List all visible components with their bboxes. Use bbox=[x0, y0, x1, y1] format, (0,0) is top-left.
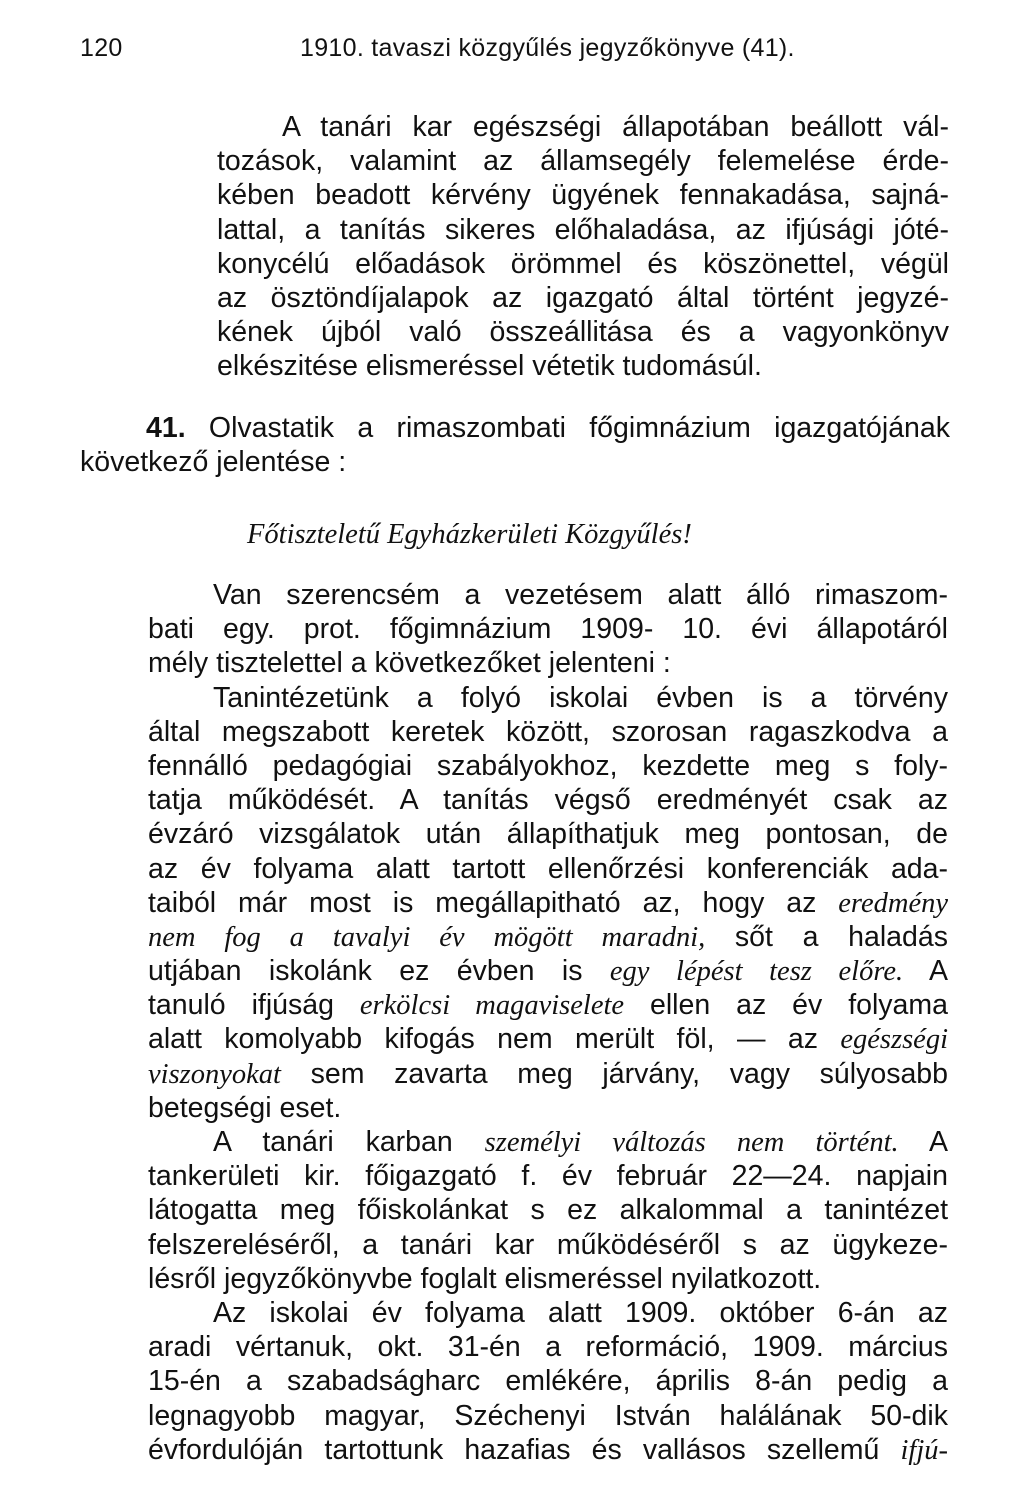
text-line: tanuló ifjúság erkölcsi magaviselete ellen az év folyama bbox=[148, 989, 948, 1022]
text-line: évzáró vizsgálatok után állapíthatjuk meg pontosan, de bbox=[148, 818, 948, 851]
text-line: utjában iskolánk ez évben is egy lépést tesz előre. A bbox=[148, 955, 948, 988]
text-line: Van szerencsém a vezetésem alatt álló rimaszom- bbox=[213, 579, 948, 611]
text-line: mély tisztelettel a következőket jelenteni : bbox=[148, 647, 671, 680]
text-line: A tanári karban személyi változás nem történt. A bbox=[213, 1126, 948, 1158]
text-line: 41. Olvastatik a rimaszombati főgimnázium igazgatójának bbox=[146, 412, 950, 444]
text-line: nem fog a tavalyi év mögött maradni, sőt a haladás bbox=[148, 920, 948, 953]
text-line: az ösztöndíjalapok az igazgató által történt jegyzé- bbox=[217, 281, 949, 314]
emphasis: ifjú- bbox=[900, 1434, 948, 1466]
text-line: lésről jegyzőkönyvbe foglalt elismeréssel nyilatkozott. bbox=[148, 1262, 822, 1295]
text-line: kében beadott kérvény ügyének fennakadása, sajná- bbox=[217, 179, 949, 212]
text-line: viszonyokat sem zavarta meg járvány, vagy súlyosabb bbox=[148, 1057, 948, 1090]
text-line: alatt komolyabb kifogás nem merült föl, — az egészségi bbox=[148, 1023, 948, 1056]
text-line: bati egy. prot. főgimnázium 1909- 10. évi állapotáról bbox=[148, 613, 948, 646]
salutation: Főtiszteletű Egyházkerületi Közgyűlés! bbox=[247, 519, 692, 550]
emphasis: viszonyokat bbox=[148, 1058, 281, 1090]
text-line: évfordulóján tartottunk hazafias és vallásos szellemű ifjú- bbox=[148, 1433, 948, 1466]
paragraph-1 bbox=[217, 110, 949, 384]
text-line: tankerületi kir. főigazgató f. év február 22—24. napjain bbox=[148, 1160, 948, 1193]
text-line: következő jelentése : bbox=[80, 446, 347, 479]
text-line: Tanintézetünk a folyó iskolai évben is a törvény bbox=[213, 681, 948, 714]
item-41 bbox=[80, 411, 950, 479]
emphasis: eredmény bbox=[838, 887, 948, 919]
text-line: elkészitése elismeréssel vétetik tudomásúl. bbox=[217, 350, 762, 383]
text-line: taiból már most is megállapitható az, hogy az eredmény bbox=[148, 886, 948, 919]
text-line: Az iskolai év folyama alatt 1909. október 6-án az bbox=[213, 1296, 948, 1329]
text-line: aradi vértanuk, okt. 31-én a reformáció, 1909. március bbox=[148, 1331, 948, 1364]
text-line: fennálló pedagógiai szabályokhoz, kezdette meg s foly- bbox=[148, 749, 948, 782]
item-number: 41. bbox=[146, 412, 186, 444]
text-line: A tanári kar egészségi állapotában beállott vál- bbox=[282, 111, 949, 143]
page-number: 120 bbox=[80, 34, 123, 62]
text-line: kének újból való összeállitása és a vagyonkönyv bbox=[217, 316, 949, 349]
emphasis: nem fog a tavalyi év mögött maradni, bbox=[148, 921, 706, 953]
text-line: tatja működését. A tanítás végső eredményét csak az bbox=[148, 784, 948, 817]
text-line: által megszabott keretek között, szorosan ragaszkodva a bbox=[148, 715, 948, 748]
emphasis: személyi változás nem történt. bbox=[484, 1127, 899, 1158]
text-line: konycélú előadások örömmel és köszönettel, végül bbox=[217, 247, 949, 280]
text-line: tozások, valamint az államsegély felemelése érde- bbox=[217, 145, 949, 178]
emphasis: egy lépést tesz előre. bbox=[609, 956, 904, 988]
text-line: az év folyama alatt tartott ellenőrzési konferenciák ada- bbox=[148, 852, 948, 885]
text-line: felszereléséről, a tanári kar működéséről s az ügykeze- bbox=[148, 1228, 948, 1261]
text-line: legnagyobb magyar, Széchenyi István halálának 50-dik bbox=[148, 1399, 948, 1432]
running-header: 1910. tavaszi közgyűlés jegyzőkönyve (41). bbox=[300, 34, 795, 62]
text-line: lattal, a tanítás sikeres előhaladása, az ifjúsági jóté- bbox=[217, 213, 949, 246]
report-body bbox=[148, 578, 948, 1467]
text-line: betegségi eset. bbox=[148, 1091, 342, 1124]
emphasis: erkölcsi magaviselete bbox=[359, 990, 625, 1022]
text-line: látogatta meg főiskolánkat s ez alkalommal a tanintézet bbox=[148, 1194, 948, 1227]
text-line: 15-én a szabadságharc emlékére, április 8-án pedig a bbox=[148, 1365, 948, 1398]
emphasis: egészségi bbox=[840, 1024, 948, 1056]
